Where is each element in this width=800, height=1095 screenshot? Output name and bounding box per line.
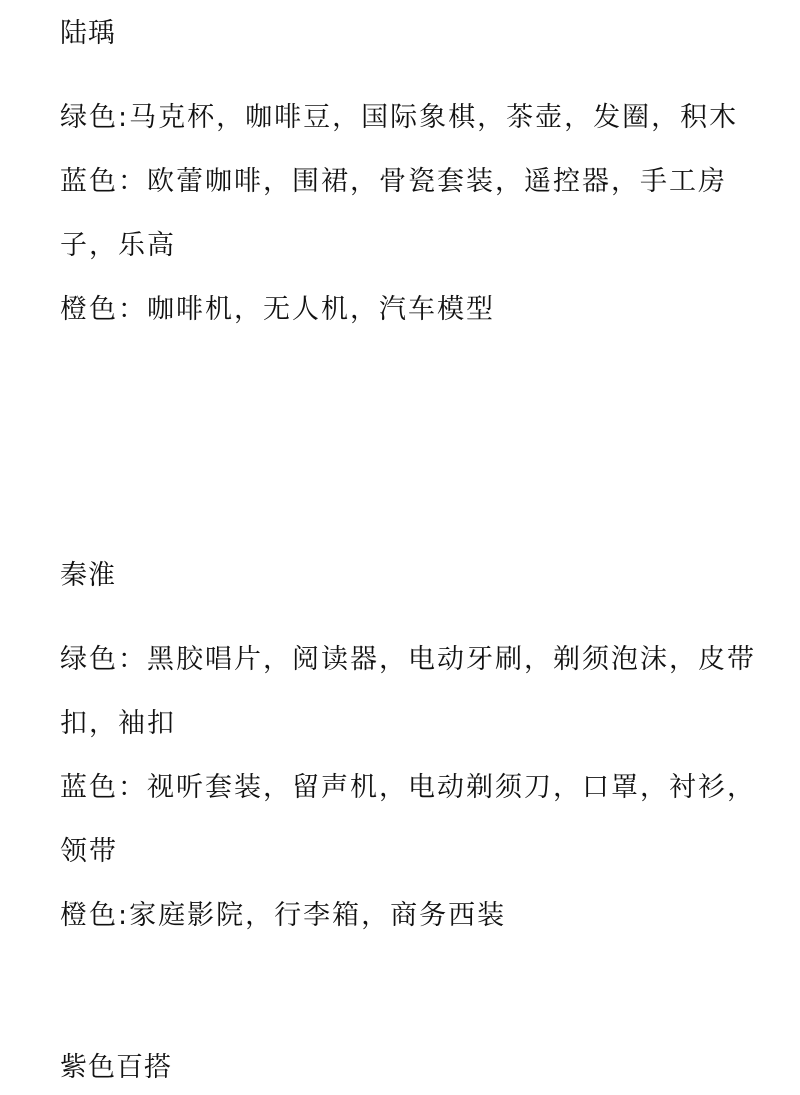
blue-items-text: 蓝色：视听套装，留声机，电动剃须刀，口罩，衬衫，领带 (60, 772, 756, 867)
section-heading: 紫色百搭 (60, 1052, 172, 1083)
character-section-qinhuai (60, 558, 760, 948)
orange-items-text: 橙色：咖啡机，无人机，汽车模型 (60, 294, 495, 325)
green-items-text: 绿色:马克杯，咖啡豆，国际象棋，茶壶，发圈，积木 (60, 102, 739, 133)
purple-universal-section (60, 1050, 760, 1086)
section-heading: 陆瑀 (60, 18, 116, 49)
orange-items-text: 橙色:家庭影院，行李箱，商务西装 (60, 900, 507, 931)
character-section-luyu (60, 16, 760, 342)
green-items-text: 绿色：黑胶唱片，阅读器，电动牙刷，剃须泡沫，皮带扣，袖扣 (60, 644, 756, 739)
blue-items-text: 蓝色：欧蕾咖啡，围裙，骨瓷套装，遥控器，手工房子，乐高 (60, 166, 727, 261)
section-heading: 秦淮 (60, 560, 116, 591)
